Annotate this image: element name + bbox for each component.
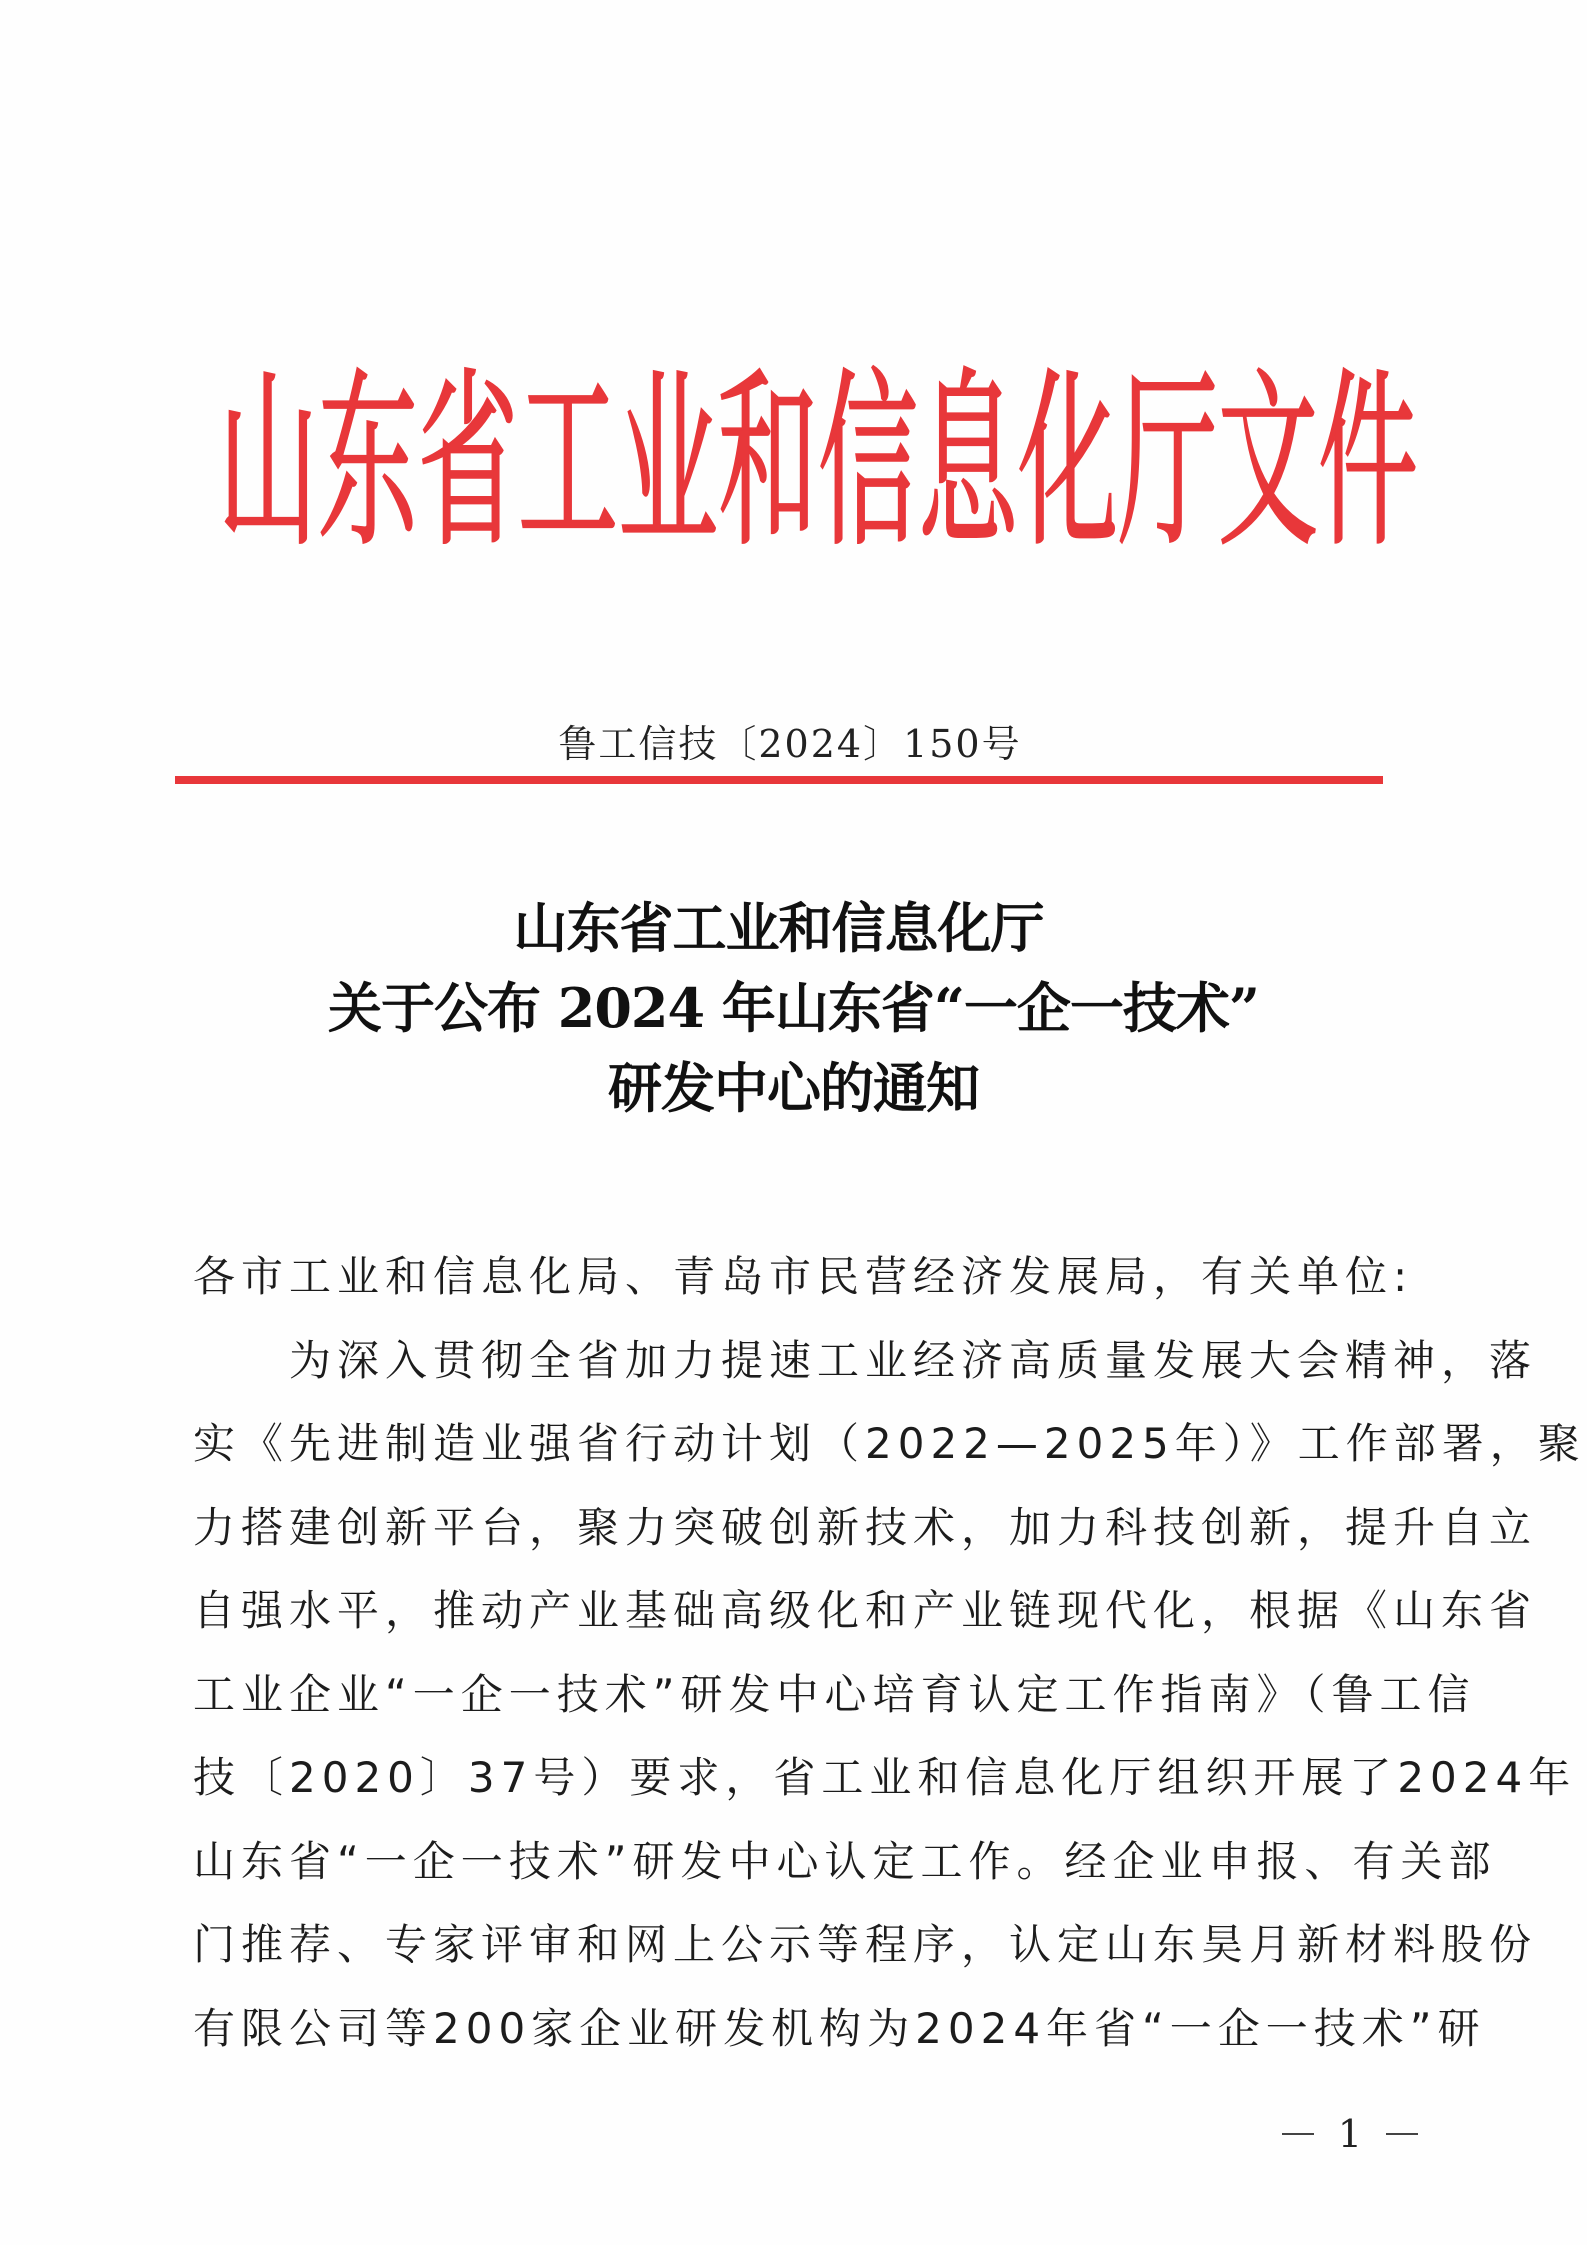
header-char: 信 bbox=[818, 350, 918, 574]
body-line: 自强水平，推动产业基础高级化和产业链现代化，根据《山东省 bbox=[193, 1586, 1538, 1635]
title-line: 关于公布 2024 年山东省“一企一技术” bbox=[327, 976, 1259, 1040]
body-line: 力搭建创新平台，聚力突破创新技术，加力科技创新，提升自立 bbox=[193, 1502, 1538, 1552]
header-char: 件 bbox=[1318, 350, 1418, 574]
page-number-value: 1 bbox=[1337, 2112, 1363, 2156]
red-divider-line bbox=[175, 776, 1383, 784]
header-char: 省 bbox=[418, 350, 518, 574]
issuing-authority-header bbox=[218, 350, 1418, 574]
title-line: 研发中心的通知 bbox=[608, 1056, 979, 1120]
header-char: 工 bbox=[518, 350, 618, 574]
body-line: 门推荐、专家评审和网上公示等程序，认定山东昊月新材料股份 bbox=[193, 1920, 1538, 1969]
body-line: 实《先进制造业强省行动计划（2022—2025年）》工作部署，聚 bbox=[193, 1419, 1586, 1468]
header-char: 息 bbox=[918, 350, 1018, 574]
body-line: 工业企业“一企一技术”研发中心培育认定工作指南》（鲁工信 bbox=[193, 1669, 1476, 1719]
salutation-line: 各市工业和信息化局、青岛市民营经济发展局，有关单位: bbox=[193, 1252, 1414, 1301]
body-line: 技〔2020〕37号）要求，省工业和信息化厅组织开展了2024年 bbox=[193, 1753, 1577, 1802]
header-char: 业 bbox=[618, 350, 718, 574]
header-char: 东 bbox=[318, 350, 418, 574]
document-title bbox=[0, 888, 1587, 1128]
body-line: 山东省“一企一技术”研发中心认定工作。经企业申报、有关部 bbox=[193, 1836, 1497, 1886]
page-number bbox=[1250, 2110, 1450, 2158]
header-char: 山 bbox=[218, 350, 318, 574]
document-number: 鲁工信技〔2024〕150号 bbox=[558, 722, 1022, 766]
header-char: 厅 bbox=[1118, 350, 1218, 574]
body-line: 有限公司等200家企业研发机构为2024年省“一企一技术”研 bbox=[193, 2003, 1486, 2053]
title-line: 山东省工业和信息化厅 bbox=[513, 896, 1044, 960]
header-char: 和 bbox=[718, 350, 818, 574]
dash-decoration bbox=[1282, 2133, 1314, 2135]
document-body bbox=[193, 1235, 1586, 2070]
body-line: 为深入贯彻全省加力提速工业经济高质量发展大会精神，落 bbox=[289, 1335, 1538, 1385]
dash-decoration bbox=[1386, 2133, 1418, 2135]
header-char: 化 bbox=[1018, 350, 1118, 574]
header-char: 文 bbox=[1218, 350, 1318, 574]
